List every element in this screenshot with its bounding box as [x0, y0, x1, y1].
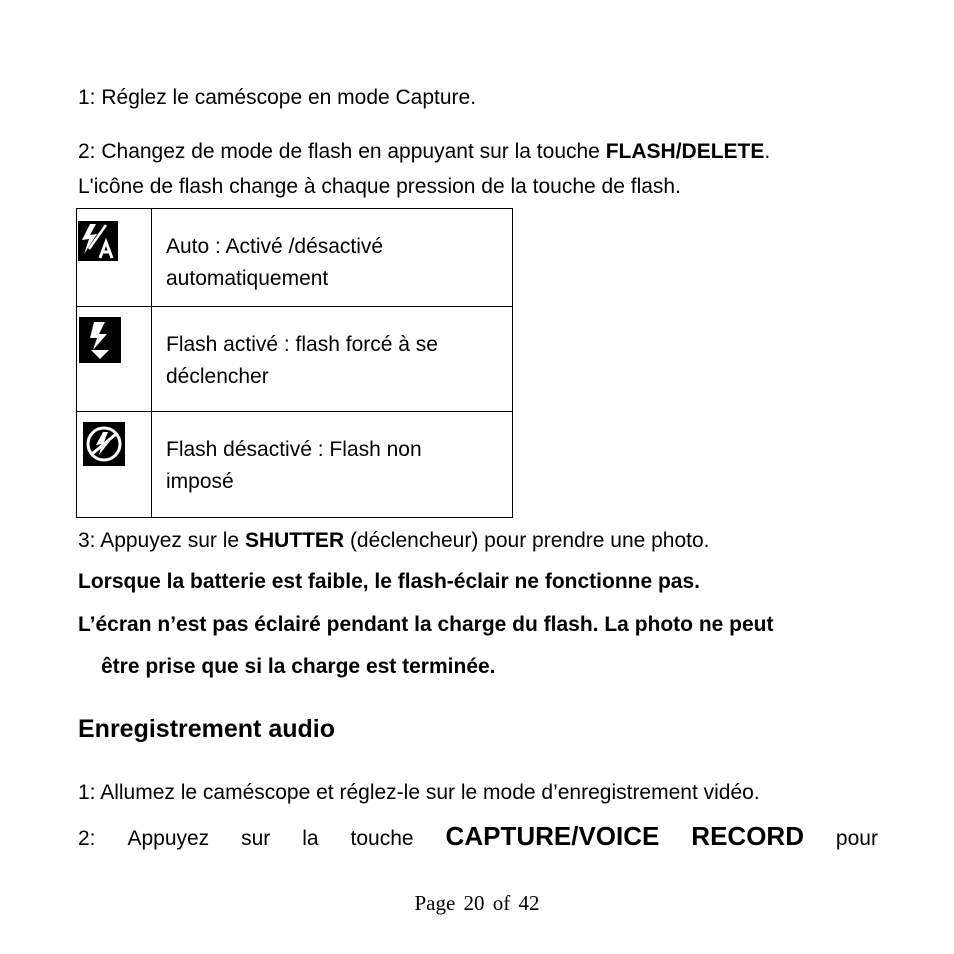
battery-note: Lorsque la batterie est faible, le flash-éclair ne fonctionne pas.	[78, 570, 701, 593]
flash-mode-table	[76, 208, 513, 518]
description-cell	[152, 209, 513, 307]
table-row	[77, 307, 513, 412]
mode-line: Flash désactivé : Flash non	[166, 438, 422, 461]
mode-line: déclencher	[166, 365, 269, 388]
mode-line: automatiquement	[166, 267, 329, 290]
word: la	[302, 827, 319, 850]
flash-on-icon	[79, 317, 151, 368]
capture-voice-key: CAPTURE/VOICE	[445, 821, 660, 851]
flash-off-icon	[83, 422, 151, 471]
table-row	[77, 412, 513, 518]
mode-line: Auto : Activé /désactivé	[166, 235, 384, 258]
screen-note-continued: être prise que si la charge est terminée.	[101, 655, 496, 678]
audio-step-1: 1: Allumez le caméscope et réglez-le sur le mode d’enregistrement vidéo.	[78, 781, 760, 804]
section-heading: Enregistrement audio	[78, 715, 335, 743]
step-3-text: 3: Appuyez sur le	[78, 529, 245, 552]
shutter-key: SHUTTER	[244, 529, 345, 552]
step-2-period: .	[764, 140, 771, 163]
word: pour	[835, 827, 878, 850]
step-3	[78, 528, 710, 554]
word: sur	[241, 827, 271, 850]
word: touche	[350, 827, 414, 850]
flash-delete-key: FLASH/DELETE	[605, 140, 765, 163]
table-row	[77, 209, 513, 307]
audio-step-2	[78, 818, 878, 857]
step-2-text: 2: Changez de mode de flash en appuyant sur la touche	[78, 140, 606, 163]
step-2	[78, 139, 770, 165]
icon-cell	[77, 412, 152, 518]
step-1: 1: Réglez le caméscope en mode Capture.	[78, 86, 477, 109]
description-cell	[152, 412, 513, 518]
icon-cell	[77, 307, 152, 412]
mode-line: imposé	[166, 470, 234, 493]
flash-auto-icon	[78, 221, 151, 266]
description-cell	[152, 307, 513, 412]
record-key: RECORD	[691, 821, 804, 851]
step-2-line-2: L'icône de flash change à chaque pression de la touche de flash.	[78, 175, 681, 198]
screen-note: L’écran n’est pas éclairé pendant la charge du flash. La photo ne peut	[78, 613, 774, 636]
word: 2:	[78, 827, 96, 850]
word: Appuyez	[127, 827, 210, 850]
step-3-text-end: (déclencheur) pour prendre une photo.	[344, 529, 710, 552]
icon-cell	[77, 209, 152, 307]
mode-line: Flash activé : flash forcé à se	[166, 333, 438, 356]
page-number: Page 20 of 42	[414, 891, 540, 915]
